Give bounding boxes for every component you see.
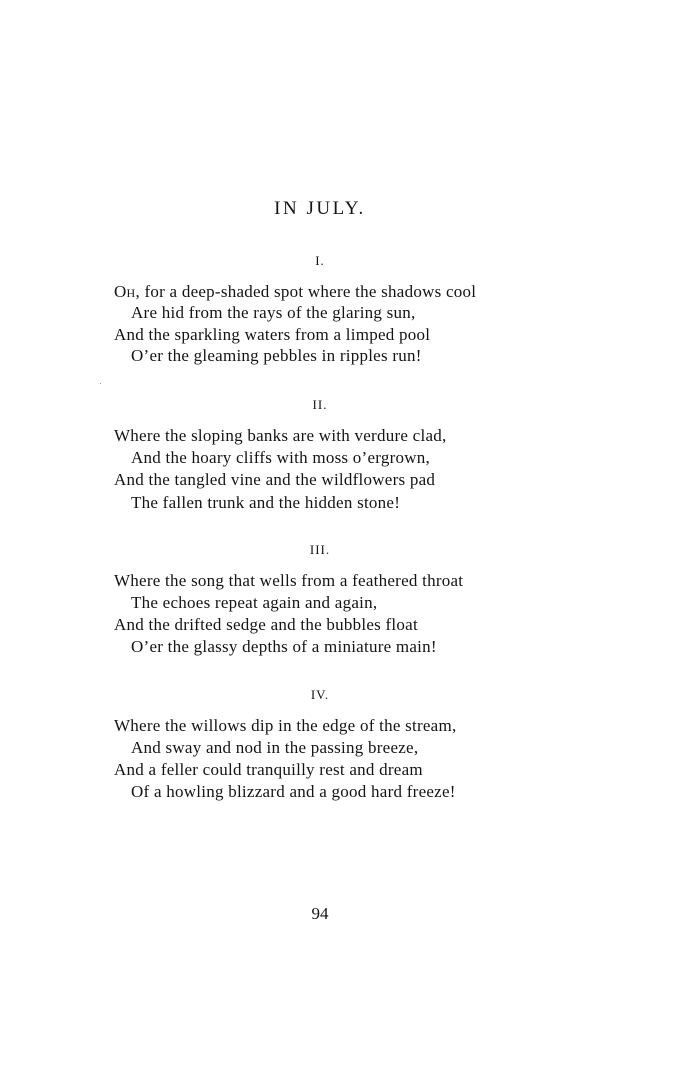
poem-line: And the drifted sedge and the bubbles float — [114, 615, 418, 634]
page-speck — [100, 383, 101, 384]
poem-line: And a feller could tranquilly rest and dream — [114, 760, 423, 779]
poem-line: Where the willows dip in the edge of the stream, — [114, 716, 457, 735]
drop-cap-word: Oh — [114, 282, 136, 301]
stanza-numeral-1: I. — [315, 253, 325, 268]
poem-line: O’er the gleaming pebbles in ripples run! — [131, 346, 422, 365]
stanza-numeral-2: II. — [312, 397, 328, 412]
poem-title: IN JULY. — [274, 198, 366, 219]
poem-line — [114, 282, 476, 302]
poem-line: And the sparkling waters from a limped pool — [114, 325, 431, 344]
poem-line: And the tangled vine and the wildflowers pad — [114, 470, 436, 489]
stanza-numeral-3: III. — [309, 542, 331, 557]
line-text: , for a deep-shaded spot where the shadows cool — [135, 282, 477, 301]
page-number: 94 — [311, 904, 329, 923]
poem-line: Where the sloping banks are with verdure clad, — [114, 426, 447, 445]
poem-line: The echoes repeat again and again, — [131, 593, 378, 612]
poem-line: Are hid from the rays of the glaring sun, — [131, 303, 416, 322]
poem-line: Of a howling blizzard and a good hard freeze! — [131, 782, 456, 801]
poem-line: And the hoary cliffs with moss o’ergrown, — [131, 448, 431, 467]
poem-line: O’er the glassy depths of a miniature main! — [131, 637, 437, 656]
stanza-numeral-4: IV. — [310, 687, 330, 702]
poem-line: Where the song that wells from a feathered throat — [114, 571, 464, 590]
poem-line: And sway and nod in the passing breeze, — [131, 738, 419, 757]
poem-line: The fallen trunk and the hidden stone! — [131, 493, 401, 512]
